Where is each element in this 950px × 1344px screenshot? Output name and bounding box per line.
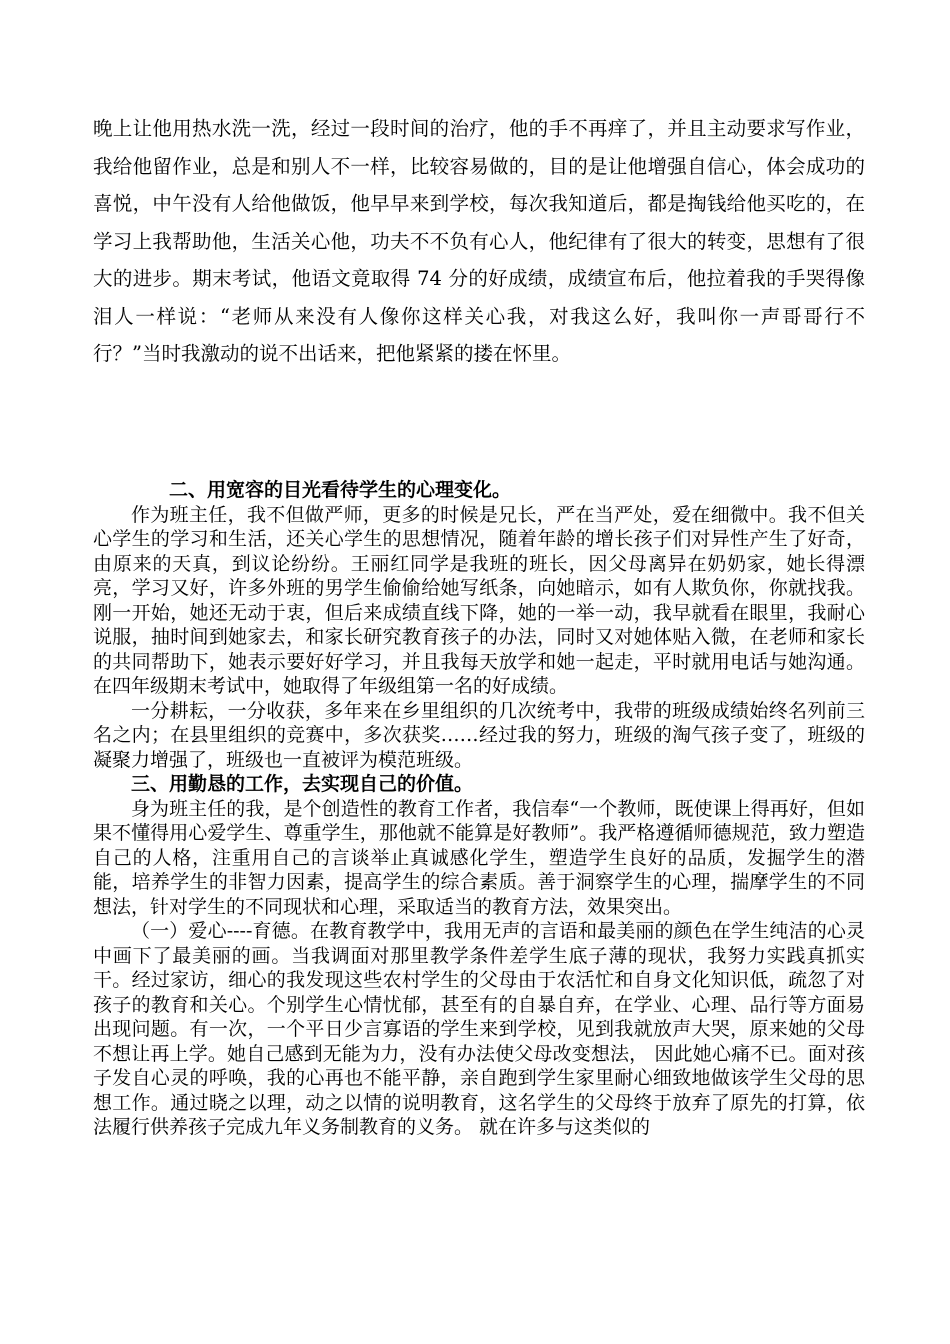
heading-section-3: 三、用勤恳的工作，去实现自己的价值。 [131,773,474,795]
paragraph-2b: 一分耕耘，一分收获，多年来在乡里组织的几次统考中，我带的班级成绩始终名列前三名之内；在县里组织的竞赛中，多次获奖……经过我的努力，班级的淘气孩子变了，班级的凝聚力增强了，班级也一直被评为模范班级。 [93,699,865,771]
paragraph-3a: 身为班主任的我，是个创造性的教育工作者，我信奉“一个教师，既使课上得再好，但如果不懂得用心爱学生、尊重学生，那他就不能算是好教师”。我严格遵循师德规范，致力塑造自己的人格，注重用自己的言谈举止真诚感化学生，塑造学生良好的品质，发掘学生的潜能，培养学生的非智力因素，提高学生的综合素质。善于洞察学生的心理，揣摩学生的不同想法，针对学生的不同现状和心理，采取适当的教育方法，效果突出。 [93,797,865,918]
paragraph-3b: （一）爱心----育德。在教育教学中，我用无声的言语和最美丽的颜色在学生纯洁的心灵中画下了最美丽的画。当我调面对那里教学条件差学生底子薄的现状，我努力实践真抓实干。经过家访，细心的我发现这些农村学生的父母由于农活忙和自身文化知识低，疏忽了对孩子的教育和关心。个别学生心情忧郁，甚至有的自暴自弃，在学业、心理、品行等方面易出现问题。有一次，一个平日少言寡语的学生来到学校，见到我就放声大哭，原来她的父母不想让再上学。她自己感到无能为力，没有办法使父母改变想法， 因此她心痛不已。面对孩子发自心灵的呼唤，我的心再也不能平静，亲自跑到学生家里耐心细致地做该学生父母的思想工作。通过晓之以理，动之以情的说明教育，这名学生的父母终于放弃了原先的打算，依法履行供养孩子完成九年义务制教育的义务。 就在许多与这类似的 [93,920,865,1138]
paragraph-intro: 晚上让他用热水洗一洗，经过一段时间的治疗，他的手不再痒了，并且主动要求写作业，我给他留作业，总是和别人不一样，比较容易做的，目的是让他增强自信心，体会成功的喜悦，中午没有人给他做饭，他早早来到学校，每次我知道后，都是掏钱给他买吃的，在学习上我帮助他，生活关心他，功夫不不负有心人，他纪律有了很大的转变，思想有了很大的进步。期末考试，他语文竟取得 74 分的好成绩，成绩宣布后，他拉着我的手哭得像泪人一样说：“老师从来没有人像你这样关心我，对我这么好，我叫你一声哥哥行不行？”当时我激动的说不出话来，把他紧紧的搂在怀里。 [93,117,865,365]
heading-section-2: 二、用宽容的目光看待学生的心理变化。 [169,479,512,501]
paragraph-2a: 作为班主任，我不但做严师，更多的时候是兄长，严在当严处，爱在细微中。我不但关心学生的学习和生活，还关心学生的思想情况，随着年龄的增长孩子们对异性产生了好奇，由原来的天真，到议论纷纷。王丽红同学是我班的班长，因父母离异在奶奶家，她长得漂亮，学习又好，许多外班的男学生偷偷给她写纸条，向她暗示，如有人欺负你，你就找我。刚一开始，她还无动于衷，但后来成绩直线下降，她的一举一动，我早就看在眼里，我耐心说服，抽时间到她家去，和家长研究教育孩子的办法，同时又对她体贴入微，在老师和家长的共同帮助下，她表示要好好学习，并且我每天放学和她一起走，平时就用电话与她沟通。在四年级期末考试中，她取得了年级组第一名的好成绩。 [93,503,865,697]
main-section [93,478,865,1140]
